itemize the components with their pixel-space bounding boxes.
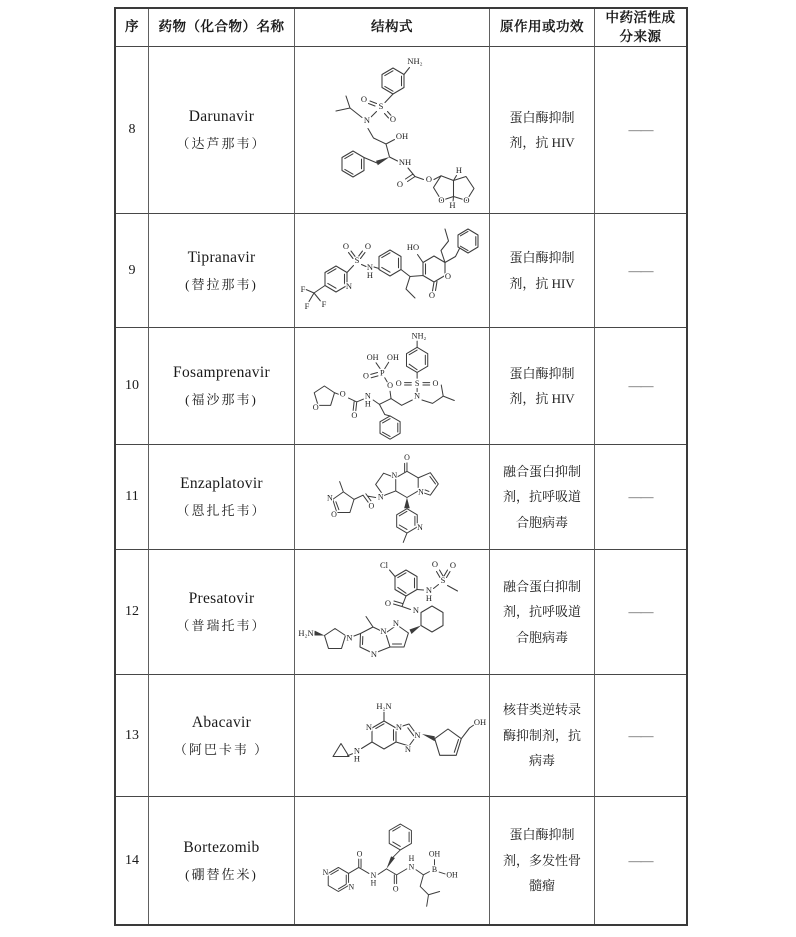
atom-label: O — [389, 114, 397, 124]
atom-label: NH₂ — [407, 56, 423, 66]
atom-label: F — [321, 298, 327, 309]
atom-label: S — [440, 575, 446, 585]
structure-presatovir — [295, 550, 490, 675]
table-row-13-no — [116, 675, 149, 797]
atom-label: O — [342, 240, 350, 251]
atom-label: H — [353, 753, 361, 763]
structure-enzaplatovir — [295, 445, 490, 550]
atom-label: N — [326, 492, 333, 502]
row-number: 10 — [125, 378, 139, 393]
atom-label: O — [392, 884, 399, 893]
row-number: 11 — [125, 489, 139, 504]
atom-label: B — [431, 864, 438, 874]
atom-label: O — [351, 410, 358, 420]
header-effect — [490, 9, 595, 47]
source-dash: —— — [628, 378, 653, 393]
table-row-13-source — [595, 675, 686, 797]
atom-label: Cl — [379, 560, 389, 570]
atom-label: O — [463, 195, 470, 205]
table-row-8-effect — [490, 47, 595, 214]
atom-label: N — [365, 721, 373, 732]
atom-label: N — [404, 743, 412, 754]
effect-text: 蛋白酶抑制剂，抗 HIV — [509, 365, 575, 406]
drug-name-en: Enzaplatovir — [180, 475, 263, 492]
drug-name-cn: （恩扎托韦） — [176, 503, 267, 518]
drug-name-en: Abacavir — [191, 713, 252, 731]
atom-label: H — [449, 200, 456, 209]
atom-label: OH — [366, 352, 379, 362]
source-dash: —— — [628, 604, 653, 619]
effect-text: 蛋白酶抑制剂，抗 HIV — [509, 109, 575, 150]
atom-label: OH — [446, 870, 458, 880]
table-row-9-effect — [490, 214, 595, 328]
atom-label: O — [432, 379, 439, 388]
source-dash: —— — [628, 852, 653, 868]
structure-tipranavir — [295, 214, 490, 328]
structure-drawing-bortezomib — [296, 800, 488, 922]
table-row-8-no — [116, 47, 149, 214]
source-dash: —— — [628, 122, 653, 137]
atom-label: N — [370, 649, 378, 659]
atom-label: N — [366, 261, 374, 272]
table-row-13-name — [149, 675, 295, 797]
atom-label: N — [348, 882, 355, 892]
atom-label: N — [377, 491, 384, 501]
effect-text: 核苷类逆转录酶抑制剂，抗病毒 — [502, 702, 581, 769]
atom-label: O — [387, 380, 394, 390]
atom-label: P — [380, 368, 385, 378]
source-dash: —— — [628, 262, 653, 278]
header-structure-label: 结构式 — [371, 19, 413, 35]
structure-abacavir — [295, 675, 490, 797]
atom-label: S — [414, 379, 420, 388]
atom-label: H₂N — [376, 700, 392, 711]
table-row-12-source — [595, 550, 686, 675]
atom-label: N — [322, 867, 329, 877]
atom-label: S — [378, 101, 384, 111]
atom-label: O — [396, 179, 404, 189]
atom-label: H — [408, 853, 415, 863]
header-structure — [295, 9, 490, 47]
atom-label: N — [364, 391, 371, 401]
drug-name-cn: (替拉那韦) — [185, 276, 258, 292]
atom-label: O — [395, 379, 402, 388]
source-dash: —— — [628, 489, 653, 504]
table-row-11-name — [149, 445, 295, 550]
atom-label: H — [366, 269, 374, 280]
table-row-12-name — [149, 550, 295, 675]
drug-name-cn: （普瑞托韦） — [176, 618, 267, 633]
drug-name-en: Fosamprenavir — [173, 364, 270, 381]
row-number: 14 — [125, 852, 139, 868]
atom-label: O — [404, 452, 410, 462]
atom-label: N — [414, 729, 421, 740]
header-name — [149, 9, 295, 47]
atom-label: H — [455, 165, 463, 175]
structure-bortezomib — [295, 797, 490, 924]
atom-label: N — [417, 522, 423, 532]
effect-text: 融合蛋白抑制剂，抗呼吸道合胞病毒 — [502, 463, 581, 530]
atom-label: N — [370, 870, 377, 880]
drug-table — [114, 7, 688, 926]
header-source-label: 中药活性成分来源 — [605, 10, 676, 44]
drug-name-cn: (福沙那韦) — [185, 392, 258, 407]
effect-text: 蛋白酶抑制剂，多发性骨髓瘤 — [502, 827, 581, 894]
atom-label: O — [356, 848, 363, 858]
table-row-8-name — [149, 47, 295, 214]
atom-label: N — [346, 632, 353, 643]
atom-label: N — [363, 115, 371, 125]
table-row-10-effect — [490, 328, 595, 445]
atom-label: N — [418, 487, 424, 497]
atom-label: O — [428, 289, 436, 300]
table-row-9-source — [595, 214, 686, 328]
table-row-11-source — [595, 445, 686, 550]
atom-label: F — [304, 300, 310, 311]
atom-label: H — [425, 593, 433, 603]
structure-drawing-enzaplatovir — [296, 447, 488, 548]
table-row-10-name — [149, 328, 295, 445]
atom-label: O — [368, 501, 375, 511]
drug-name-cn: （阿巴卡韦 ） — [173, 741, 270, 757]
structure-drawing-darunavir — [296, 51, 488, 209]
atom-label: OH — [387, 352, 399, 362]
table-row-13-effect — [490, 675, 595, 797]
structure-drawing-tipranavir — [296, 215, 488, 327]
drug-name-en: Tipranavir — [187, 248, 256, 266]
atom-label: O — [449, 560, 457, 570]
row-number: 8 — [128, 122, 136, 137]
atom-label: N — [425, 585, 433, 595]
atom-label: N — [412, 605, 420, 615]
header-name-label: 药物（化合物）名称 — [158, 19, 285, 35]
structure-drawing-fosamprenavir — [296, 329, 488, 443]
table-row-12-no — [116, 550, 149, 675]
atom-label: O — [362, 371, 369, 381]
header-seq-label: 序 — [125, 19, 139, 35]
atom-label: O — [364, 240, 372, 251]
table-row-14-name — [149, 797, 295, 924]
structure-darunavir — [295, 47, 490, 214]
atom-label: OH — [428, 848, 441, 858]
table-row-9-name — [149, 214, 295, 328]
drug-name-cn: （达芦那韦） — [176, 136, 267, 151]
table-row-9-no — [116, 214, 149, 328]
row-number: 12 — [125, 604, 139, 619]
table-row-14-effect — [490, 797, 595, 924]
row-number: 13 — [125, 727, 139, 743]
drug-name-en: Bortezomib — [183, 838, 260, 856]
table-row-11-no — [116, 445, 149, 550]
table-row-14-source — [595, 797, 686, 924]
atom-label: HO — [406, 241, 420, 252]
effect-text: 蛋白酶抑制剂，抗 HIV — [509, 250, 575, 291]
table-row-10-no — [116, 328, 149, 445]
drug-name-cn: (硼替佐米) — [185, 866, 258, 882]
row-number: 9 — [128, 262, 136, 278]
atom-label: O — [444, 270, 452, 281]
atom-label: N — [345, 280, 353, 291]
atom-label: OH — [473, 716, 487, 727]
table-row-11-effect — [490, 445, 595, 550]
table-row-10-source — [595, 328, 686, 445]
atom-label: O — [331, 509, 337, 519]
atom-label: O — [312, 403, 319, 413]
table-row-8-source — [595, 47, 686, 214]
atom-label: O — [438, 195, 445, 205]
atom-label: O — [360, 94, 368, 104]
header-effect-label: 原作用或功效 — [500, 19, 584, 35]
header-source — [595, 9, 686, 47]
header-seq — [116, 9, 149, 47]
structure-drawing-presatovir — [296, 553, 488, 671]
atom-label: S — [354, 254, 360, 265]
atom-label: N — [408, 861, 415, 871]
structure-drawing-abacavir — [296, 681, 488, 791]
atom-label: N — [414, 391, 421, 401]
atom-label: NH — [398, 157, 412, 167]
structure-fosamprenavir — [295, 328, 490, 445]
atom-label: NH₂ — [411, 331, 427, 341]
table-row-12-effect — [490, 550, 595, 675]
effect-text: 融合蛋白抑制剂，抗呼吸道合胞病毒 — [502, 578, 581, 645]
atom-label: F — [300, 283, 306, 294]
atom-label: O — [431, 559, 439, 569]
table-row-14-no — [116, 797, 149, 924]
drug-name-en: Presatovir — [188, 590, 255, 607]
atom-label: OH — [395, 131, 409, 141]
atom-label: O — [339, 389, 346, 399]
atom-label: N — [391, 470, 398, 480]
atom-label: N — [380, 626, 387, 636]
drug-name-en: Darunavir — [188, 108, 255, 125]
atom-label: H — [370, 877, 377, 887]
atom-label: N — [395, 721, 403, 732]
atom-label: H₂N — [298, 628, 314, 638]
atom-label: H — [364, 399, 371, 409]
atom-label: N — [392, 618, 400, 628]
atom-label: N — [353, 745, 361, 755]
source-dash: —— — [628, 727, 653, 743]
atom-label: O — [384, 598, 392, 608]
atom-label: O — [425, 174, 433, 184]
